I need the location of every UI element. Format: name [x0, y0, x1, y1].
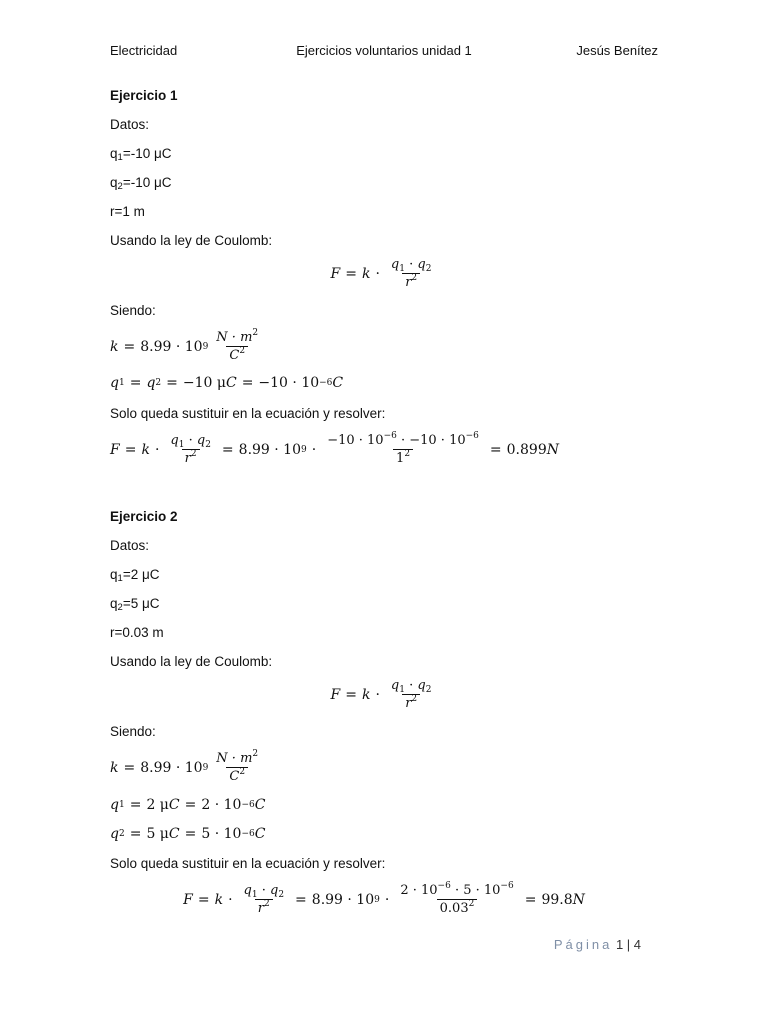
coulomb-formula-1: F = k · $\frac{q_1 \cdot q_2}{r^2}$ [0, 257, 768, 290]
header-author: Jesús Benítez [576, 43, 658, 58]
exercise-1-result: 0.899 [506, 441, 547, 458]
coulomb-formula-2: F = k · $\frac{q_1 \cdot q_2}{r^2}$ [330, 678, 432, 711]
exercise-2-usando: Usando la ley de Coulomb: [110, 654, 273, 669]
exercise-1-title: Ejercicio 1 [110, 88, 178, 103]
exercise-1-siendo: Siendo: [110, 303, 156, 318]
exercise-1-q1: $q_1=-10$ μC [110, 146, 172, 163]
header-subject: Electricidad [110, 43, 178, 58]
exercise-2-datos: Datos: [110, 538, 150, 553]
exercise-2-distance: r=0.03 m [110, 625, 164, 640]
exercise-1-datos: Datos: [110, 117, 150, 132]
page-label: Página [553, 937, 613, 952]
page-footer [554, 937, 641, 953]
exercise-1-substitution: F = k · $\frac{q_1 \cdot q_2}{r^2}$ = 8.99 · 10 9 · $\frac{-10 \cdot 10^{-6} \cdot -10 \cdot 10^{-6}}{1^2}$ = 0.899 N [110, 431, 559, 466]
exercise-1-usando: Usando la ley de Coulomb: [110, 233, 273, 248]
exercise-2-title: Ejercicio 2 [110, 509, 178, 524]
exercise-2-substitution: F = k · $\frac{q_1 \cdot q_2}{r^2}$ = 8.99 · 10 9 · $\frac{2 \cdot 10^{-6} \cdot 5 \cdot 10^{-6}}{0.03^2}$ = 99.8 N [183, 881, 585, 916]
exercise-2-result: 99.8 [541, 891, 573, 908]
exercise-2-q2: $q_2=5$ μC [110, 596, 160, 613]
exercise-1-solo: Solo queda sustituir en la ecuación y resolver: [110, 406, 386, 421]
exercise-2-siendo: Siendo: [110, 724, 156, 739]
exercise-2-q1-equation: q 1 = 2 μ C = 2 · 10 −6 C [110, 797, 266, 813]
exercise-2-solo: Solo queda sustituir en la ecuación y resolver: [110, 856, 386, 871]
header-title: Ejercicios voluntarios unidad 1 [296, 43, 472, 58]
coulomb-fraction: $\frac{q_1 \cdot q_2}{r^2}$ [390, 257, 432, 290]
k-unit-fraction: $\frac{N \cdot m^2}{C^2}$ [216, 328, 259, 363]
exercise-2-q2-equation: q 2 = 5 μ C = 5 · 10 −6 C [110, 826, 266, 842]
k-constant-1: k = 8.99 · 10 9 $\frac{N \cdot m^2}{C^2}$ [110, 330, 264, 363]
page-number: 1 | 4 [615, 937, 641, 952]
exercise-2-q1: $q_1=2$ μC [110, 567, 160, 584]
k-constant-2: k = 8.99 · 10 9 $\frac{N \cdot m^2}{C^2}$ [110, 749, 259, 784]
exercise-1-charges-equation: q 1 = q 2 = −10 μ C = −10 · 10 −6 C [110, 375, 344, 391]
exercise-1-distance: r=1 m [110, 204, 145, 219]
exercise-1-q2: $q_2=-10$ μC [110, 175, 172, 192]
